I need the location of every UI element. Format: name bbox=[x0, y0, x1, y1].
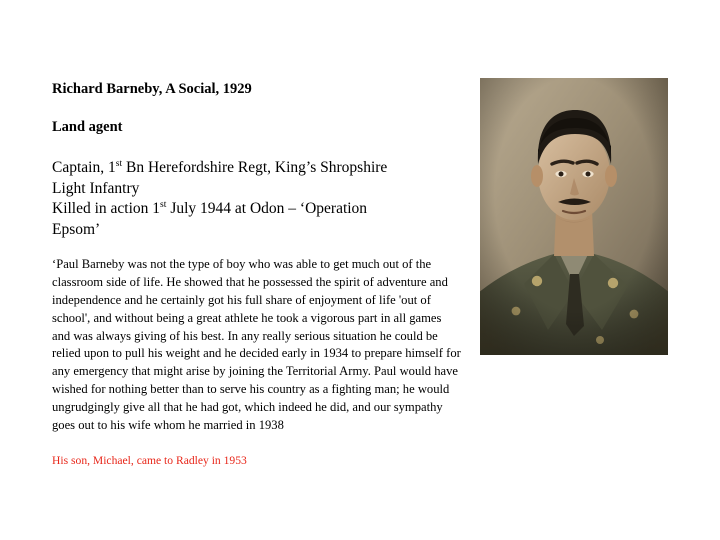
service-line-3-pre: Killed in action 1 bbox=[52, 200, 161, 218]
obituary-body: ‘Paul Barneby was not the type of boy who was able to get much out of the classroom side of life. He showed that he possessed the spirit of adventure and independence and he certainly got his full share of enjoyment of life 'out of school', and without being a great athlete he took a vigorous part in all games and was always giving of his best. In any really serious situation he could be relied upon to pull his weight and he decided early in 1934 to prepare himself for any emergency that might arise by joining the Territorial Army. Paul would have wished for nothing better than to serve his country as a fighting man; he would ungrudgingly give all that he had got, which indeed he did, and our sympathy goes out to his wife whom he married in 1938 bbox=[52, 257, 461, 432]
ordinal-suffix-second: st bbox=[160, 199, 167, 210]
page-title: Richard Barneby, A Social, 1929 bbox=[52, 81, 252, 97]
occupation-heading: Land agent bbox=[52, 119, 123, 136]
service-line-1 bbox=[52, 158, 462, 178]
service-line-1-post: Bn Herefordshire Regt, King’s Shropshire bbox=[122, 159, 388, 177]
service-line-4: Epsom’ bbox=[52, 220, 101, 238]
portrait-photo bbox=[480, 78, 668, 355]
service-line-3 bbox=[52, 199, 462, 219]
service-line-3-post: July 1944 at Odon – ‘Operation bbox=[166, 200, 368, 218]
service-details bbox=[52, 158, 462, 240]
text-column bbox=[52, 80, 462, 468]
service-line-2: Light Infantry bbox=[52, 179, 140, 197]
footnote-text: His son, Michael, came to Radley in 1953 bbox=[52, 453, 247, 467]
service-line-1-pre: Captain, 1 bbox=[52, 159, 116, 177]
ordinal-suffix-first: st bbox=[115, 158, 123, 170]
